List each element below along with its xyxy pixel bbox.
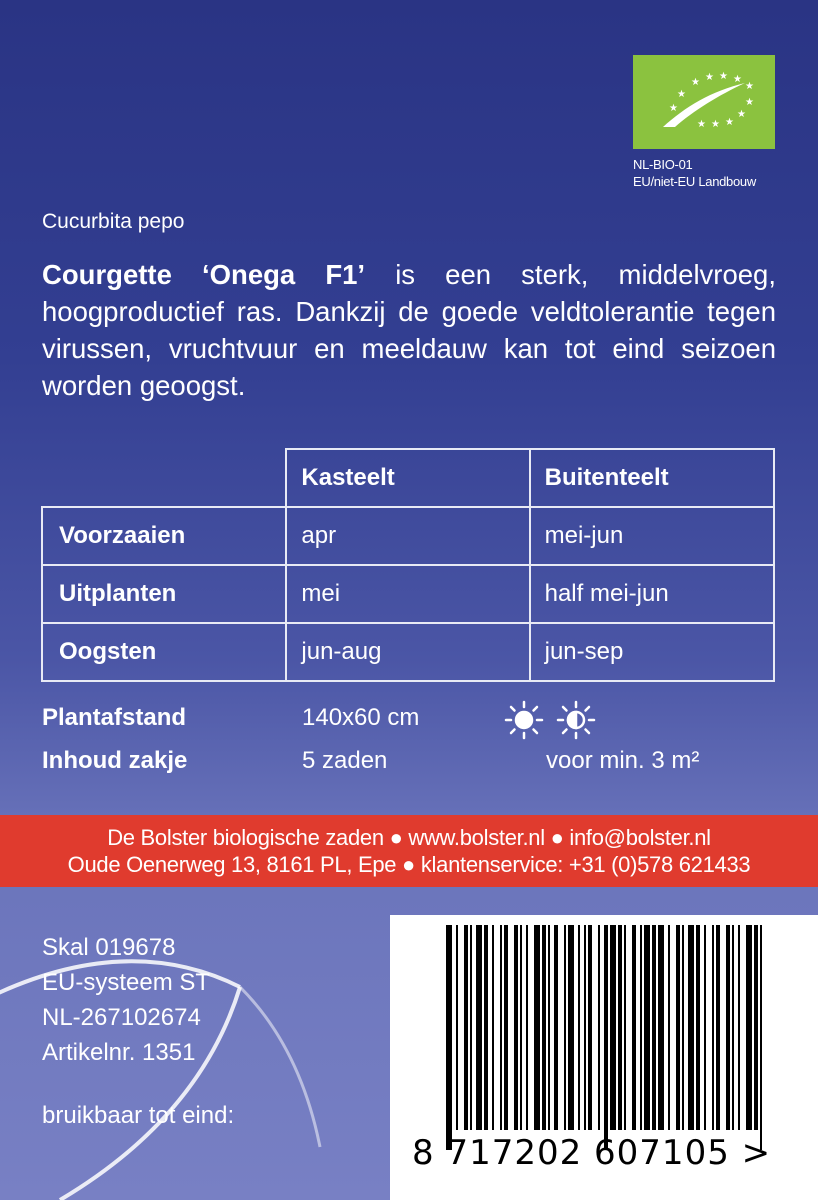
registration-codes (42, 930, 210, 1070)
barcode-bar (520, 925, 522, 1130)
barcode (390, 915, 818, 1200)
barcode-bar (604, 925, 608, 1150)
barcode-bar (632, 925, 636, 1130)
table-header-row (42, 449, 774, 507)
barcode-bar (746, 925, 752, 1130)
barcode-bar (456, 925, 458, 1130)
barcode-bar (564, 925, 566, 1130)
barcode-bar (584, 925, 586, 1130)
skal-code: Skal 019678 (42, 934, 176, 961)
svg-text:★: ★ (737, 109, 746, 120)
eu-organic-logo (633, 55, 775, 149)
barcode-bar (464, 925, 468, 1130)
barcode-bar (652, 925, 656, 1130)
barcode-bar (500, 925, 502, 1130)
svg-text:★: ★ (669, 103, 678, 114)
barcode-bar (492, 925, 494, 1130)
spacing-label: Plantafstand (42, 704, 187, 731)
barcode-bar (554, 925, 558, 1130)
cell-kas: mei (286, 565, 529, 623)
latin-name: Cucurbita pepo (42, 210, 185, 233)
cell-kas: jun-aug (286, 623, 529, 681)
light-icons (504, 700, 600, 745)
svg-text:★: ★ (697, 119, 706, 130)
svg-text:★: ★ (719, 71, 728, 82)
eu-organic-leaf-icon (633, 55, 775, 149)
barcode-bar (658, 925, 664, 1130)
contact-line-1: De Bolster biologische zaden ● www.bolster.nl ● info@bolster.nl (107, 825, 711, 850)
table-row (42, 565, 774, 623)
barcode-bar (696, 925, 700, 1130)
svg-text:★: ★ (691, 77, 700, 88)
svg-text:★: ★ (745, 81, 754, 92)
barcode-bar (716, 925, 720, 1130)
barcode-bar (624, 925, 626, 1130)
barcode-bar (542, 925, 546, 1130)
svg-text:★: ★ (725, 117, 734, 128)
row-label: Voorzaaien (42, 507, 286, 565)
barcode-bar (588, 925, 592, 1130)
barcode-bar (446, 925, 452, 1150)
barcode-bar (676, 925, 680, 1130)
table-corner (42, 449, 286, 507)
barcode-bar (578, 925, 580, 1130)
contact-line-2: Oude Oenerweg 13, 8161 PL, Epe ● klantenservice: +31 (0)578 621433 (67, 852, 751, 877)
barcode-bar (738, 925, 740, 1130)
barcode-bar (712, 925, 714, 1130)
barcode-bar (754, 925, 758, 1130)
barcode-bar (704, 925, 706, 1130)
content-label: Inhoud zakje (42, 747, 188, 774)
nl-number: NL-267102674 (42, 1004, 201, 1031)
cell-kas: apr (286, 507, 529, 565)
eu-system: EU-systeem ST (42, 969, 211, 996)
sowing-table (41, 448, 775, 682)
barcode-bar (618, 925, 622, 1130)
column-header-kasteelt: Kasteelt (286, 449, 529, 507)
barcode-bar (598, 925, 600, 1130)
barcode-bar (640, 925, 642, 1130)
certification-origin: EU/niet-EU Landbouw (633, 174, 756, 189)
barcode-bar (514, 925, 518, 1130)
table-row (42, 507, 774, 565)
svg-text:★: ★ (705, 72, 714, 83)
barcode-bar (484, 925, 488, 1130)
barcode-bar (548, 925, 550, 1130)
barcode-bar (534, 925, 540, 1130)
barcode-bar (732, 925, 734, 1130)
certification-code (633, 156, 756, 190)
barcode-bar (526, 925, 528, 1130)
barcode-bar (760, 925, 762, 1150)
product-description-text: is een sterk, middelvroeg, hoogproductief ras. Dankzij de goede veldtolerantie tegen virussen, vruchtvuur en meeldauw kan tot eind seizoen worden geoogst. (42, 259, 776, 401)
svg-text:★: ★ (711, 119, 720, 130)
svg-text:★: ★ (745, 97, 754, 108)
barcode-bar (668, 925, 670, 1130)
barcode-bar (470, 925, 472, 1130)
product-description (42, 256, 776, 404)
half-shade-icon (558, 702, 594, 738)
spacing-value: 140x60 cm (302, 704, 420, 731)
contact-band (0, 815, 818, 887)
cell-buiten: mei-jun (530, 507, 774, 565)
svg-text:★: ★ (677, 89, 686, 100)
barcode-bar (682, 925, 684, 1130)
barcode-bar (644, 925, 650, 1130)
column-header-buitenteelt: Buitenteelt (530, 449, 774, 507)
product-name: Courgette ‘Onega F1’ (42, 259, 366, 290)
barcode-bar (504, 925, 508, 1130)
row-label: Oogsten (42, 623, 286, 681)
article-number: Artikelnr. 1351 (42, 1039, 196, 1066)
row-label: Uitplanten (42, 565, 286, 623)
table-row (42, 623, 774, 681)
cell-buiten: jun-sep (530, 623, 774, 681)
barcode-bar (610, 925, 616, 1130)
svg-text:★: ★ (733, 74, 742, 85)
coverage-value: voor min. 3 m² (546, 747, 700, 774)
barcode-bar (726, 925, 730, 1130)
certification-number: NL-BIO-01 (633, 157, 693, 172)
content-value: 5 zaden (302, 747, 388, 774)
barcode-digits: 8 717202 607105 > (412, 1133, 772, 1173)
barcode-bar (476, 925, 482, 1130)
barcode-bar (568, 925, 574, 1130)
best-before: bruikbaar tot eind: (42, 1102, 235, 1129)
barcode-bar (688, 925, 694, 1130)
full-sun-icon (506, 702, 542, 738)
cell-buiten: half mei-jun (530, 565, 774, 623)
